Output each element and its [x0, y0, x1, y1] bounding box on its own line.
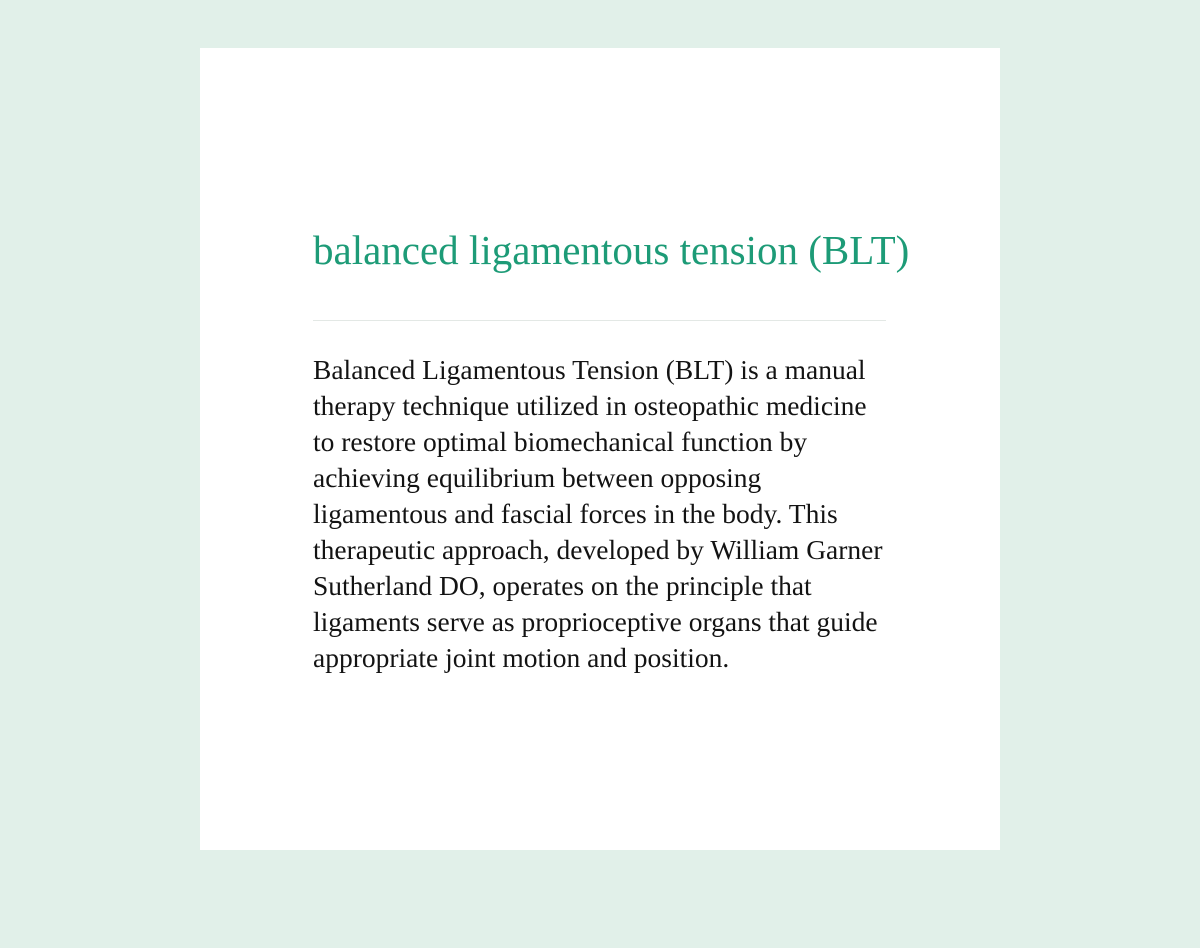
definition-card	[200, 48, 1000, 850]
definition-paragraph: Balanced Ligamentous Tension (BLT) is a manual therapy technique utilized in osteopathic medicine to restore optimal biomechanical function by achieving equilibrium between opposing ligamentous and fascial forces in the body. This therapeutic approach, developed by William Garner Sutherland DO, operates on the principle that ligaments serve as proprioceptive organs that guide appropriate joint motion and position.	[313, 354, 883, 674]
page-title: balanced ligamentous tension (BLT)	[313, 227, 910, 273]
divider	[313, 320, 886, 321]
card-content	[313, 48, 910, 676]
page-background	[0, 48, 1200, 948]
